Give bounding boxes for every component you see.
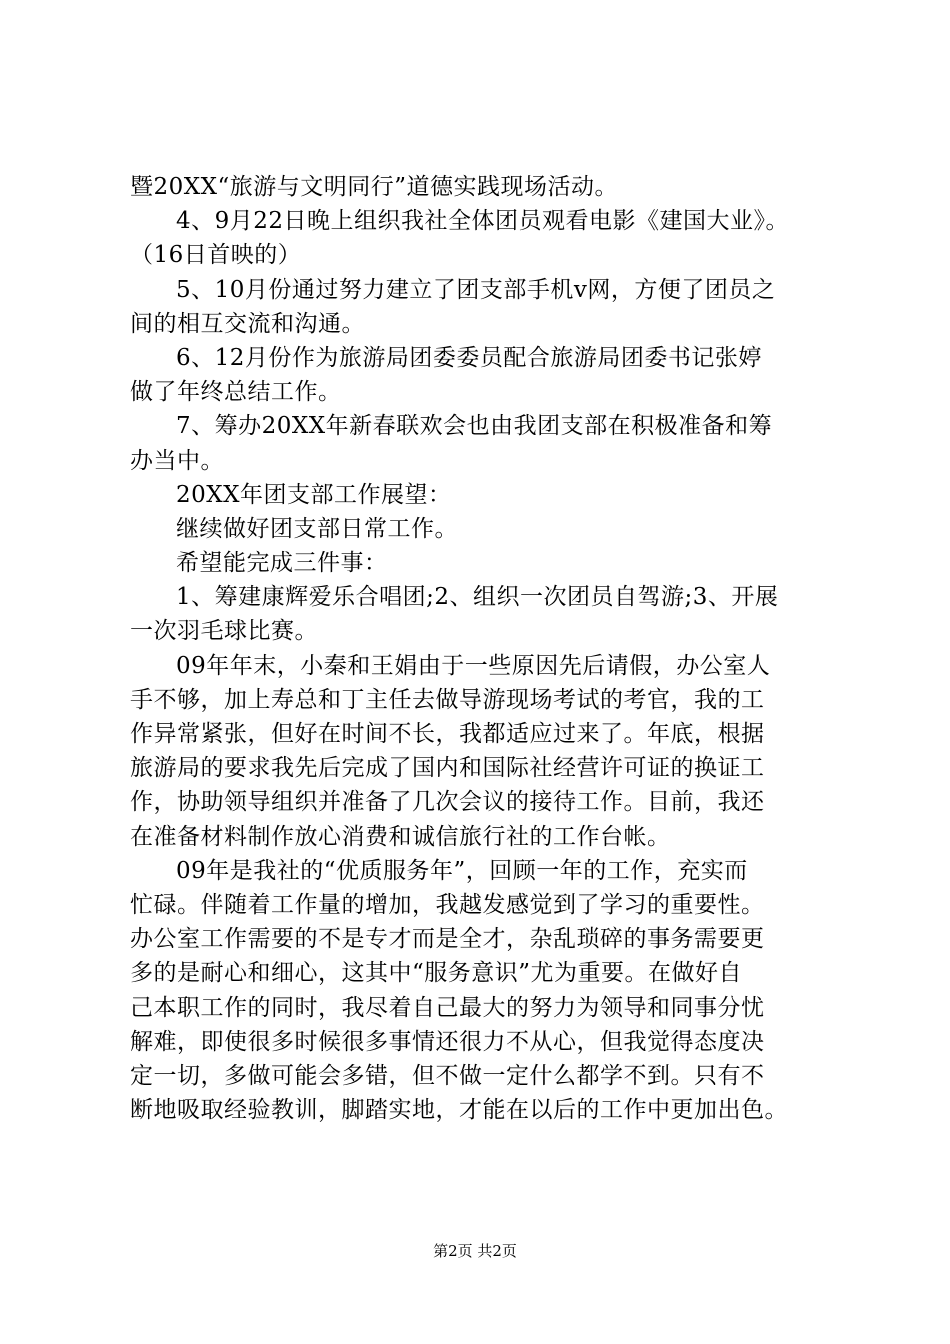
text-line: 暨20XX“旅游与文明同行”道德实践现场活动。 [130,174,619,200]
text-line: 4、9月22日晚上组织我社全体团员观看电影《建国大业》。 [176,208,790,235]
text-line: 09年年末，小秦和王娟由于一些原因先后请假，办公室人 [176,652,771,679]
text-line: 定一切，多做可能会多错，但不做一定什么都学不到。只有不 [130,1062,765,1089]
text-line: 继续做好团支部日常工作。 [176,515,458,542]
text-line: 7、筹办20XX年新春联欢会也由我团支部在积极准备和筹 [176,413,773,440]
page-footer: 第2页 共2页 [433,1242,517,1260]
text-line: 5、10月份通过努力建立了团支部手机v网，方便了团员之 [176,276,776,303]
text-line: 作，协助领导组织并准备了几次会议的接待工作。目前，我还 [130,789,765,816]
text-line: 希望能完成三件事： [176,550,388,577]
text-line: 旅游局的要求我先后完成了国内和国际社经营许可证的换证工 [130,755,765,782]
document-body [130,170,850,1127]
text-line: 办当中。 [130,447,224,474]
text-line: 己本职工作的同时，我尽着自己最大的努力为领导和同事分忧 [130,994,765,1021]
text-line: 间的相互交流和沟通。 [130,310,365,337]
text-line: 在准备材料制作放心消费和诚信旅行社的工作台帐。 [130,823,671,850]
text-line: 1、筹建康辉爱乐合唱团;2、组织一次团员自驾游;3、开展 [176,584,779,611]
text-line: 09年是我社的“优质服务年”，回顾一年的工作，充实而 [176,857,748,884]
text-line: 作异常紧张，但好在时间不长，我都适应过来了。年底，根据 [130,721,765,747]
text-line: 6、12月份作为旅游局团委委员配合旅游局团委书记张婷 [176,344,762,371]
text-line: 办公室工作需要的不是专才而是全才，杂乱琐碎的事务需要更 [130,926,765,953]
text-line: 断地吸取经验教训，脚踏实地，才能在以后的工作中更加出色。 [130,1097,788,1124]
text-line: 手不够，加上寿总和丁主任去做导游现场考试的考官，我的工 [130,686,765,713]
text-line: 做了年终总结工作。 [130,379,342,406]
text-line: 一次羽毛球比赛。 [130,618,318,645]
text-line: 20XX年团支部工作展望： [176,481,452,508]
text-line: 多的是耐心和细心，这其中“服务意识”尤为重要。在做好自 [130,960,743,987]
text-line: 解难，即使很多时候很多事情还很力不从心，但我觉得态度决 [130,1028,765,1055]
text-line: （16日首映的） [130,242,302,269]
text-line: 忙碌。伴随着工作量的增加，我越发感觉到了学习的重要性。 [130,891,765,918]
